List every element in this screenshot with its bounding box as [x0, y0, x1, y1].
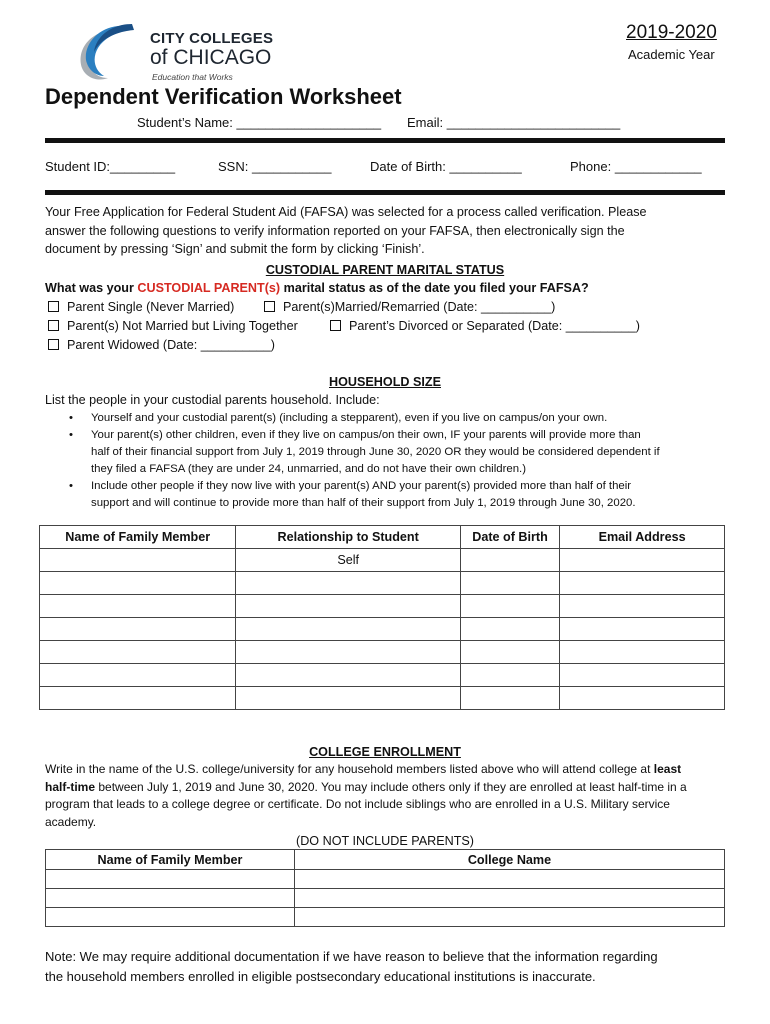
table-row[interactable] [46, 889, 725, 908]
intro-line-3: document by pressing ‘Sign’ and submit the form by clicking ‘Finish’. [45, 242, 425, 256]
page-title: Dependent Verification Worksheet [45, 84, 402, 109]
bullet-3: • Include other people if they now live with your parent(s) AND your parent(s) provided more than half of their support and will continue to provide more than half of their support from July 1, 2019 through June 30, 2020. [45, 478, 735, 512]
self-cell: Self [236, 549, 460, 572]
logo-swoosh-icon [72, 22, 152, 84]
marital-option-widowed[interactable] [48, 336, 275, 355]
logo-chicago: CHICAGO [173, 46, 272, 69]
bullet-1: • Yourself and your custodial parent(s) (including a stepparent), even if you live on campus/on your own. [45, 410, 735, 427]
option-widowed-label: Parent Widowed (Date: __________) [67, 338, 275, 352]
option-married-label: Parent(s)Married/Remarried (Date: __________) [283, 300, 556, 314]
col-email: Email Address [560, 526, 725, 549]
table-row[interactable] [40, 641, 725, 664]
note-line-1: Note: We may require additional documentation if we have reason to believe that the information regarding [45, 949, 658, 964]
college-instructions: Write in the name of the U.S. college/university for any household members listed above who will attend college at least half-time between July 1, 2019 and June 30, 2020. You may include others only if they are enrolled at least half-time in a program that leads to a college degree or certificate. Do not include siblings who are enrolled in a U.S. Military service academy. [45, 762, 687, 829]
checkbox-divorced[interactable] [330, 320, 341, 331]
intro-text [45, 203, 735, 259]
academic-year-label: Academic Year [628, 47, 715, 62]
intro-line-2: answer the following questions to verify information reported on your FAFSA, then electronically sign the [45, 223, 625, 238]
table-row[interactable] [40, 572, 725, 595]
logo-line2 [150, 46, 271, 70]
logo-line1: CITY COLLEGES [150, 30, 274, 47]
divider-2 [45, 190, 725, 195]
col-name: Name of Family Member [40, 526, 236, 549]
question-pre: What was your [45, 281, 138, 295]
logo-of: of [150, 46, 168, 69]
table-header-row [40, 526, 725, 549]
col-college-name: College Name [294, 850, 724, 870]
checkbox-single[interactable] [48, 301, 59, 312]
dob-field[interactable]: Date of Birth: __________ [370, 159, 522, 174]
household-bullets [45, 410, 735, 512]
college-table [45, 849, 725, 927]
marital-option-living-together[interactable] [48, 317, 298, 336]
table-row[interactable] [40, 664, 725, 687]
marital-option-single[interactable] [48, 298, 234, 317]
intro-line-1: Your Free Application for Federal Student Aid (FAFSA) was selected for a process called verification. Please [45, 205, 647, 219]
bullet-2: • Your parent(s) other children, even if they live on campus/on their own, IF your parents will provide more than half of their financial support from July 1, 2019 through June 30, 2020 OR they would be considered dependent if they filed a FAFSA (they are under 24, unmarried, and do not have their own children.) [45, 427, 735, 478]
question-custodial: CUSTODIAL PARENT(s) [137, 281, 281, 295]
household-instruction: List the people in your custodial parents household. Include: [45, 393, 380, 407]
table-row[interactable] [40, 595, 725, 618]
question-post: marital status as of the date you filed your FAFSA? [280, 281, 589, 295]
footer-note [45, 947, 745, 987]
year-label: 2019-2020 [626, 22, 717, 43]
marital-option-married[interactable] [264, 298, 555, 317]
col-family-member: Name of Family Member [46, 850, 295, 870]
checkbox-widowed[interactable] [48, 339, 59, 350]
table-row[interactable] [40, 687, 725, 710]
checkbox-married[interactable] [264, 301, 275, 312]
student-name-field[interactable]: Student’s Name: ____________________ [137, 115, 382, 130]
no-parents-note: (DO NOT INCLUDE PARENTS) [296, 834, 474, 848]
student-id-field[interactable]: Student ID:_________ [45, 159, 176, 174]
table-row[interactable] [46, 870, 725, 889]
college-logo [72, 22, 292, 84]
col-dob: Date of Birth [460, 526, 559, 549]
table-row[interactable] [46, 908, 725, 927]
marital-question [45, 279, 589, 298]
college-heading: COLLEGE ENROLLMENT [309, 745, 461, 759]
checkbox-living-together[interactable] [48, 320, 59, 331]
logo-tagline: Education that Works [152, 72, 233, 82]
table-row[interactable] [40, 549, 725, 572]
option-single-label: Parent Single (Never Married) [67, 300, 235, 314]
household-heading: HOUSEHOLD SIZE [329, 375, 441, 389]
col-relationship: Relationship to Student [236, 526, 460, 549]
email-field[interactable]: Email: ________________________ [407, 115, 621, 130]
option-divorced-label: Parent’s Divorced or Separated (Date: __________) [349, 319, 641, 333]
option-living-together-label: Parent(s) Not Married but Living Together [67, 319, 298, 333]
marital-option-divorced[interactable] [330, 317, 640, 336]
marital-heading: CUSTODIAL PARENT MARITAL STATUS [265, 263, 505, 277]
household-table [39, 525, 725, 710]
phone-field[interactable]: Phone: ____________ [570, 159, 702, 174]
divider-1 [45, 138, 725, 143]
table-row[interactable] [40, 618, 725, 641]
ssn-field[interactable]: SSN: ___________ [218, 159, 332, 174]
table-header-row [46, 850, 725, 870]
note-line-2: the household members enrolled in eligible postsecondary educational institutions is inaccurate. [45, 969, 596, 984]
